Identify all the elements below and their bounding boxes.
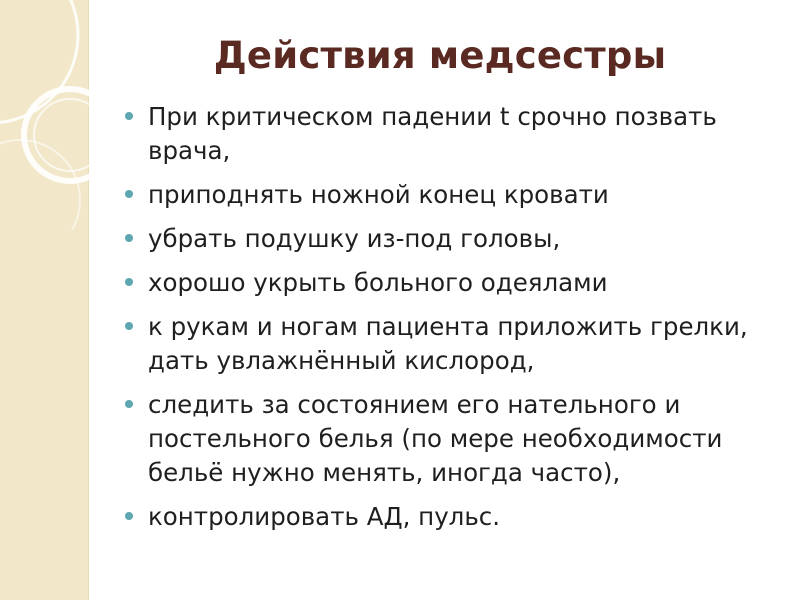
list-item-text: При критическом падении t срочно позвать врача, [148,102,717,165]
bullet-dot-icon [125,190,133,198]
list-item-text: следить за состоянием его нательного и постельного белья (по мере необходимости бельё нужно менять, иногда часто), [148,390,723,487]
bullet-list [121,100,771,544]
list-item-text: убрать подушку из-под головы, [148,224,561,253]
bullet-dot-icon [125,278,133,286]
slide-title: Действия медсестры [213,34,667,77]
list-item-text: к рукам и ногам пациента приложить грелки, дать увлажнённый кислород, [148,312,748,375]
bullet-dot-icon [125,112,133,120]
list-item [121,500,771,534]
list-item [121,222,771,256]
list-item [121,310,771,378]
list-item [121,178,771,212]
bullet-dot-icon [125,234,133,242]
list-item [121,266,771,300]
list-item [121,388,771,490]
circle-ornament-icon [0,0,110,230]
list-item-text: контролировать АД, пульс. [148,502,501,531]
bullet-dot-icon [125,400,133,408]
bullet-dot-icon [125,322,133,330]
bullet-dot-icon [125,512,133,520]
list-item [121,100,771,168]
list-item-text: хорошо укрыть больного одеялами [148,268,608,297]
list-item-text: приподнять ножной конец кровати [148,180,609,209]
